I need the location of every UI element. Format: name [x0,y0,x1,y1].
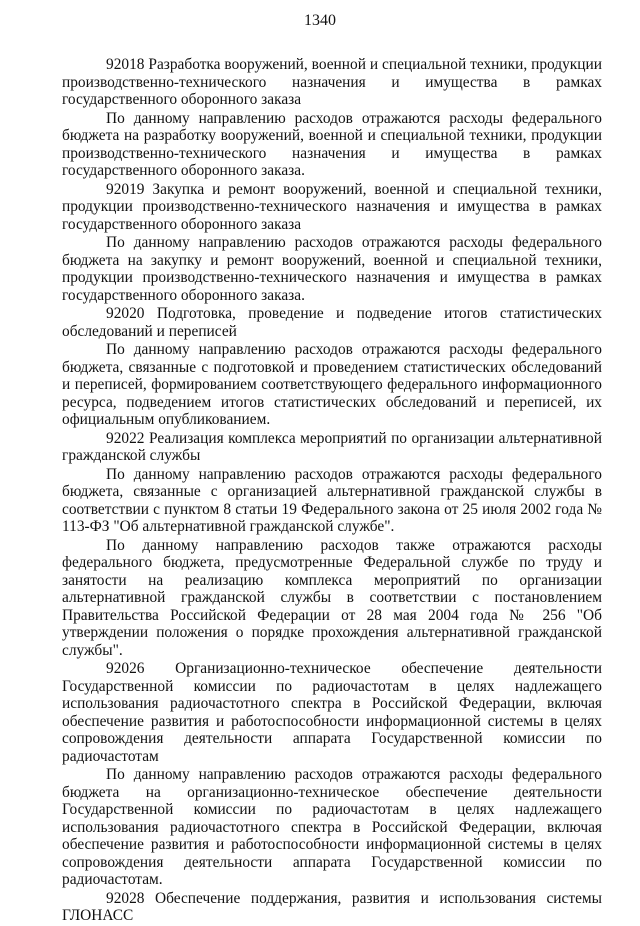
paragraph-92022-description-extra: По данному направлению расходов также отражаются расходы федерального бюджета, предусмотренные Федеральной службе по труду и занятости на реализацию комплекса мероприятий по организации альтернативной гражданской службы в соответствии с постановлением Правительства Российской Федерации от 28 мая 2004 года № 256 "Об утверждении положения о порядке прохождения альтернативной гражданской службы". [62,536,602,659]
paragraph-92022-heading: 92022 Реализация комплекса мероприятий по организации альтернативной гражданской службы [62,429,602,464]
paragraph-92020-heading: 92020 Подготовка, проведение и подведение итогов статистических обследований и переписей [62,305,602,340]
paragraph-92020-description: По данному направлению расходов отражаются расходы федерального бюджета, связанные с подготовкой и проведением статистических обследований и переписей, формированием соответствующего федерального информационного ресурса, подведением итогов статистических обследований и переписей, их официальным опубликованием. [62,341,602,428]
paragraph-92019-heading: 92019 Закупка и ремонт вооружений, военной и специальной техники, продукции производственно-технического назначения и имущества в рамках государственного оборонного заказа [62,180,602,233]
paragraph-92018-heading: 92018 Разработка вооружений, военной и специальной техники, продукции производственно-технического назначения и имущества в рамках государственного оборонного заказа [62,56,602,108]
document-body [62,56,602,926]
paragraph-92019-description: По данному направлению расходов отражаются расходы федерального бюджета на закупку и ремонт вооружений, военной и специальной техники, продукции производственно-технического назначения и имущества в рамках государственного оборонного заказа. [62,234,602,304]
page-number: 1340 [304,12,336,29]
paragraph-92026-description: По данному направлению расходов отражаются расходы федерального бюджета на организационно-техническое обеспечение деятельности Государственной комиссии по радиочастотам в целях надлежащего использования радиочастотного спектра в Российской Федерации, включая обеспечение развития и работоспособности информационной системы в целях сопровождения деятельности аппарата Государственной комиссии по радиочастотам. [62,766,602,888]
paragraph-92028-heading: 92028 Обеспечение поддержания, развития и использования системы ГЛОНАСС [62,889,602,924]
paragraph-92026-heading: 92026 Организационно-техническое обеспечение деятельности Государственной комиссии по радиочастотам в целях надлежащего использования радиочастотного спектра в Российской Федерации, включая обеспечение развития и работоспособности информационной системы в целях сопровождения деятельности аппарата Государственной комиссии по радиочастотам [62,660,602,765]
paragraph-92018-description: По данному направлению расходов отражаются расходы федерального бюджета на разработку вооружений, военной и специальной техники, продукции производственно-технического назначения и имущества в рамках государственного оборонного заказа. [62,109,602,179]
paragraph-92022-description: По данному направлению расходов отражаются расходы федерального бюджета, связанные с организацией альтернативной гражданской службы в соответствии с пунктом 8 статьи 19 Федерального закона от 25 июля 2002 года № 113-ФЗ "Об альтернативной гражданской службе". [62,465,602,535]
